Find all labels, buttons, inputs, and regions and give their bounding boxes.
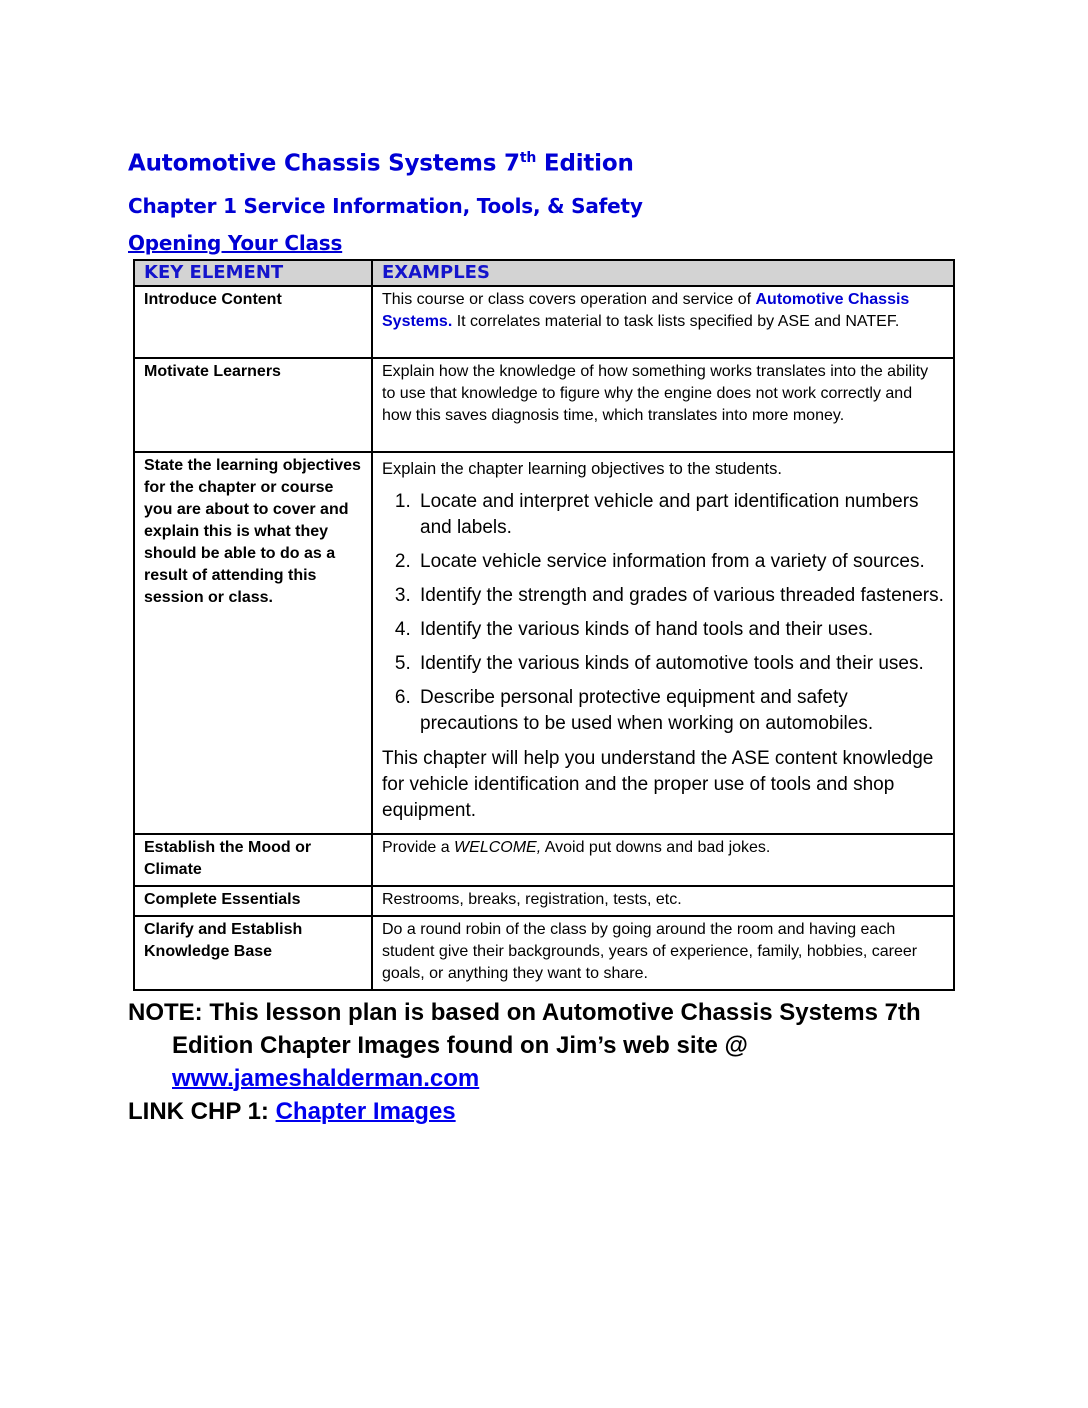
welcome-emphasis: WELCOME, xyxy=(454,838,542,856)
example-cell xyxy=(372,834,954,886)
objective-item: 1. Locate and interpret vehicle and part identification numbers and labels. xyxy=(416,489,944,541)
footer-note xyxy=(128,996,948,1128)
key-cell: Motivate Learners xyxy=(134,358,372,452)
note-text: NOTE: This lesson plan is based on Automotive Chassis Systems 7th Edition Chapter Images found on Jim’s web site @ xyxy=(128,998,921,1059)
example-cell: Explain how the knowledge of how something works translates into the ability to use that knowledge to figure why the engine does not work correctly and how this saves diagnosis time, which translates into more money. xyxy=(372,358,954,452)
column-header-key-element: KEY ELEMENT xyxy=(134,260,372,286)
objective-item: 6. Describe personal protective equipment and safety precautions to be used when working on automobiles. xyxy=(416,685,944,737)
objectives-list xyxy=(390,489,944,737)
example-text: Avoid put downs and bad jokes. xyxy=(541,838,771,856)
objective-item: 5. Identify the various kinds of automotive tools and their uses. xyxy=(416,651,944,677)
document-page xyxy=(128,150,960,1128)
column-header-examples: EXAMPLES xyxy=(372,260,954,286)
table-header-row xyxy=(134,260,954,286)
example-cell xyxy=(372,286,954,358)
chapter-images-link[interactable]: Chapter Images xyxy=(275,1097,456,1125)
key-cell: State the learning objectives for the chapter or course you are about to cover and explain this is what they should be able to do as a result of attending this session or class. xyxy=(134,452,372,834)
key-cell: Establish the Mood or Climate xyxy=(134,834,372,886)
key-cell: Clarify and Establish Knowledge Base xyxy=(134,916,372,990)
table-row-learning-objectives xyxy=(134,452,954,834)
table-row-clarify-knowledge-base xyxy=(134,916,954,990)
note-paragraph xyxy=(128,996,948,1095)
key-cell: Introduce Content xyxy=(134,286,372,358)
section-heading: Opening Your Class xyxy=(128,230,343,255)
example-text: This course or class covers operation and service of xyxy=(382,290,756,308)
table-row-motivate-learners xyxy=(134,358,954,452)
website-link[interactable]: www.jameshalderman.com xyxy=(172,1064,480,1092)
table-row-complete-essentials xyxy=(134,886,954,916)
example-text: Provide a xyxy=(382,838,455,856)
link-label: LINK CHP 1: xyxy=(128,1097,276,1125)
objectives-outro: This chapter will help you understand the ASE content knowledge for vehicle identification and the proper use of tools and shop equipment. xyxy=(382,747,934,821)
lesson-plan-table xyxy=(133,259,955,991)
table-row-establish-mood xyxy=(134,834,954,886)
highlighted-book-title: Automotive Chassis Systems. xyxy=(382,290,910,330)
example-cell: Do a round robin of the class by going around the room and having each student give their backgrounds, years of experience, family, hobbies, career goals, or anything they want to share. xyxy=(372,916,954,990)
page-title xyxy=(128,150,960,177)
chapter-link-line xyxy=(128,1095,948,1128)
objectives-intro: Explain the chapter learning objectives to the students. xyxy=(382,459,782,478)
page-title-suffix: Edition xyxy=(536,150,634,177)
key-cell: Complete Essentials xyxy=(134,886,372,916)
page-title-text: Automotive Chassis Systems 7 xyxy=(128,150,520,177)
chapter-heading: Chapter 1 Service Information, Tools, & Safety xyxy=(128,193,643,218)
example-cell: Restrooms, breaks, registration, tests, etc. xyxy=(372,886,954,916)
page-title-superscript: th xyxy=(519,150,537,166)
example-text: It correlates material to task lists specified by ASE and NATEF. xyxy=(452,312,900,330)
table-row-introduce-content xyxy=(134,286,954,358)
objective-item: 2. Locate vehicle service information from a variety of sources. xyxy=(416,549,944,575)
objective-item: 4. Identify the various kinds of hand tools and their uses. xyxy=(416,617,944,643)
example-cell xyxy=(372,452,954,834)
objective-item: 3. Identify the strength and grades of various threaded fasteners. xyxy=(416,583,944,609)
